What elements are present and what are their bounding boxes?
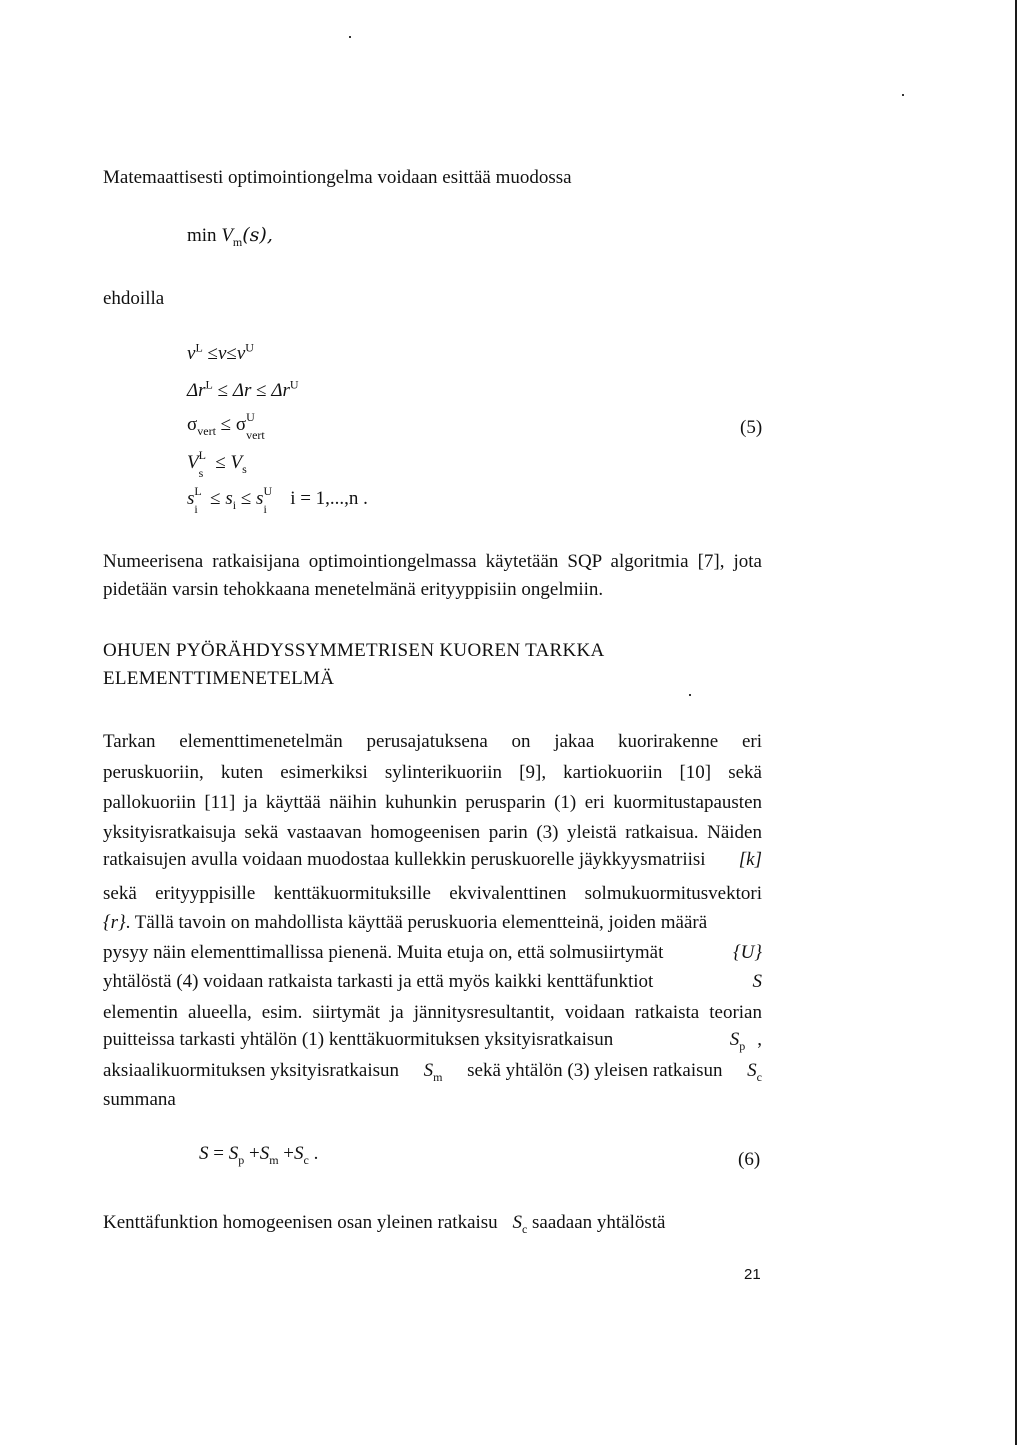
equation-number-6: (6) — [738, 1149, 761, 1170]
line-text: Kenttäfunktion homogeenisen osan yleinen ratkaisu — [103, 1212, 498, 1233]
comma: , — [757, 1029, 762, 1050]
dr-symbol: Δr — [232, 380, 252, 401]
v-symbol: v — [236, 343, 246, 364]
le-symbol: ≤ — [210, 488, 221, 509]
script-stack — [263, 484, 275, 516]
s-symbol: s — [225, 488, 233, 509]
s-subscript: s — [242, 461, 247, 476]
v-symbol: v — [217, 343, 227, 364]
para2-line: pallokuoriin [11] ja käyttää näihin kuhunkin perusparin (1) eri kuormitustapausten — [103, 792, 762, 813]
S-symbol: S — [747, 1060, 757, 1081]
lower-bound-sup: L — [195, 340, 203, 355]
line-text: ratkaisujen avulla voidaan muodostaa kullekkin peruskuorelle jäykkyysmatriisi — [103, 849, 706, 870]
vert-subscript: vert — [246, 428, 265, 442]
section-heading: ELEMENTTIMENETELMÄ — [103, 668, 335, 689]
script-stack — [246, 410, 276, 442]
objective-formula — [187, 224, 273, 247]
le-symbol: ≤ — [207, 343, 218, 364]
para2-line — [103, 912, 707, 934]
load-vector-symbol: {r} — [103, 912, 126, 933]
lower-bound-sup: L — [205, 377, 213, 392]
lower-bound-sup: L — [194, 484, 202, 498]
sigma-symbol: σ — [235, 414, 247, 435]
scan-speck — [349, 36, 351, 38]
p-subscript: p — [739, 1038, 746, 1053]
constraint-dr — [187, 377, 299, 402]
S-symbol: S — [423, 1060, 434, 1081]
closing-line — [103, 1212, 666, 1234]
plus-sign: + — [283, 1143, 294, 1164]
S-symbol: S — [729, 1029, 740, 1050]
upper-bound-sup: U — [263, 484, 273, 498]
i-subscript: i — [263, 502, 267, 516]
objective-argument: (s), — [242, 224, 273, 246]
para2-line: yksityisratkaisuja sekä vastaavan homogeenisen parin (3) yleistä ratkaisua. Näiden — [103, 822, 762, 843]
s-symbol: s — [256, 488, 264, 509]
scan-speck — [689, 694, 691, 696]
s-symbol: s — [187, 488, 195, 509]
le-symbol: ≤ — [226, 343, 237, 364]
para1-line: pidetään varsin tehokkaana menetelmänä erityyppisiin ongelmiin. — [103, 579, 604, 600]
sigma-symbol: σ — [187, 414, 198, 435]
V-symbol: V — [230, 452, 243, 473]
page-number: 21 — [744, 1266, 761, 1283]
c-subscript: c — [756, 1069, 762, 1084]
p-subscript: p — [238, 1152, 245, 1167]
dr-symbol: Δr — [271, 380, 290, 401]
equation-6 — [199, 1143, 318, 1165]
plus-sign: + — [248, 1143, 260, 1164]
constraint-s — [187, 484, 368, 516]
subject-to-label: ehdoilla — [103, 288, 165, 309]
line-text: . Tällä tavoin on mahdollista käyttää peruskuoria elementteinä, joiden määrä — [125, 912, 708, 933]
upper-bound-sup: U — [245, 340, 254, 355]
S-symbol: S — [512, 1212, 522, 1233]
sp-symbol — [730, 1029, 762, 1051]
line-text: yhtälöstä (4) voidaan ratkaista tarkasti ja että myös kaikki kenttäfunktiot — [103, 971, 654, 992]
upper-bound-sup: U — [289, 377, 299, 392]
dr-symbol: Δr — [187, 380, 206, 401]
S-symbol: S — [294, 1143, 304, 1164]
para2-line — [103, 942, 762, 964]
para2-line — [103, 849, 762, 871]
period: . — [313, 1143, 319, 1164]
para2-line — [103, 1060, 762, 1082]
volume-subscript: m — [232, 234, 243, 249]
para2-line: summana — [103, 1089, 176, 1110]
constraint-sigma — [187, 410, 276, 442]
para2-line: sekä erityyppisille kenttäkuormituksille ekvivalenttinen solmukuormitusvektori — [103, 883, 762, 904]
min-operator: min — [187, 225, 217, 246]
para2-line: Tarkan elementtimenetelmän perusajatuksena on jakaa kuorirakenne eri — [103, 731, 762, 752]
sm-symbol — [424, 1060, 443, 1082]
i-subscript: i — [194, 502, 198, 516]
intro-text: Matemaattisesti optimointiongelma voidaan esittää muodossa — [103, 167, 572, 188]
line-text: pysyy näin elementtimallissa pienenä. Muita etuja on, että solmusiirtymät — [103, 942, 664, 963]
displacement-vector-symbol: {U} — [733, 942, 762, 963]
V-symbol: V — [187, 452, 199, 473]
script-stack — [194, 484, 205, 516]
m-subscript: m — [269, 1152, 279, 1167]
equation-number-5: (5) — [740, 417, 763, 438]
le-symbol: ≤ — [240, 488, 252, 509]
section-heading: OHUEN PYÖRÄHDYSSYMMETRISEN KUOREN TARKKA — [103, 640, 605, 661]
stiffness-matrix-symbol: [k] — [738, 849, 762, 870]
S-symbol: S — [228, 1143, 239, 1164]
i-subscript: i — [232, 497, 237, 512]
para1-line: Numeerisena ratkaisijana optimointiongelmassa käytetään SQP algoritmia [7], jota — [103, 551, 762, 572]
vert-subscript: vert — [197, 423, 216, 438]
lower-bound-sup: L — [198, 448, 206, 462]
constraint-vs — [187, 448, 247, 480]
v-symbol: v — [187, 343, 196, 364]
line-text: saadaan yhtälöstä — [532, 1212, 666, 1233]
para2-line — [103, 1029, 762, 1051]
volume-symbol: V — [221, 225, 233, 246]
c-subscript: c — [303, 1152, 309, 1167]
script-stack — [198, 448, 211, 480]
scan-speck — [902, 94, 904, 96]
m-subscript: m — [433, 1069, 443, 1084]
para2-line — [103, 971, 762, 993]
index-range: i = 1,...,n . — [290, 488, 368, 509]
s-subscript: s — [198, 466, 204, 480]
scan-edge-line — [1015, 0, 1017, 1445]
equals-sign: = — [213, 1143, 224, 1164]
line-text: puitteissa tarkasti yhtälön (1) kenttäkuormituksen yksityisratkaisun — [103, 1029, 614, 1050]
upper-bound-sup: U — [246, 410, 255, 424]
le-symbol: ≤ — [217, 380, 229, 401]
S-symbol: S — [259, 1143, 270, 1164]
le-symbol: ≤ — [215, 452, 226, 473]
para2-line: peruskuoriin, kuten esimerkiksi sylinterikuoriin [9], kartiokuoriin [10] sekä — [103, 762, 762, 783]
para2-line: elementin alueella, esim. siirtymät ja jännitysresultantit, voidaan ratkaista teorian — [103, 1002, 762, 1023]
S-symbol: S — [199, 1143, 209, 1164]
c-subscript: c — [521, 1221, 528, 1236]
constraint-v — [187, 340, 254, 365]
le-symbol: ≤ — [220, 414, 232, 435]
line-text: sekä yhtälön (3) yleisen ratkaisun — [467, 1060, 723, 1081]
sc-symbol — [512, 1212, 528, 1236]
le-symbol: ≤ — [256, 380, 267, 401]
line-text: aksiaalikuormituksen yksityisratkaisun — [103, 1060, 400, 1081]
field-function-symbol: S — [752, 971, 762, 992]
sc-symbol — [747, 1060, 762, 1082]
